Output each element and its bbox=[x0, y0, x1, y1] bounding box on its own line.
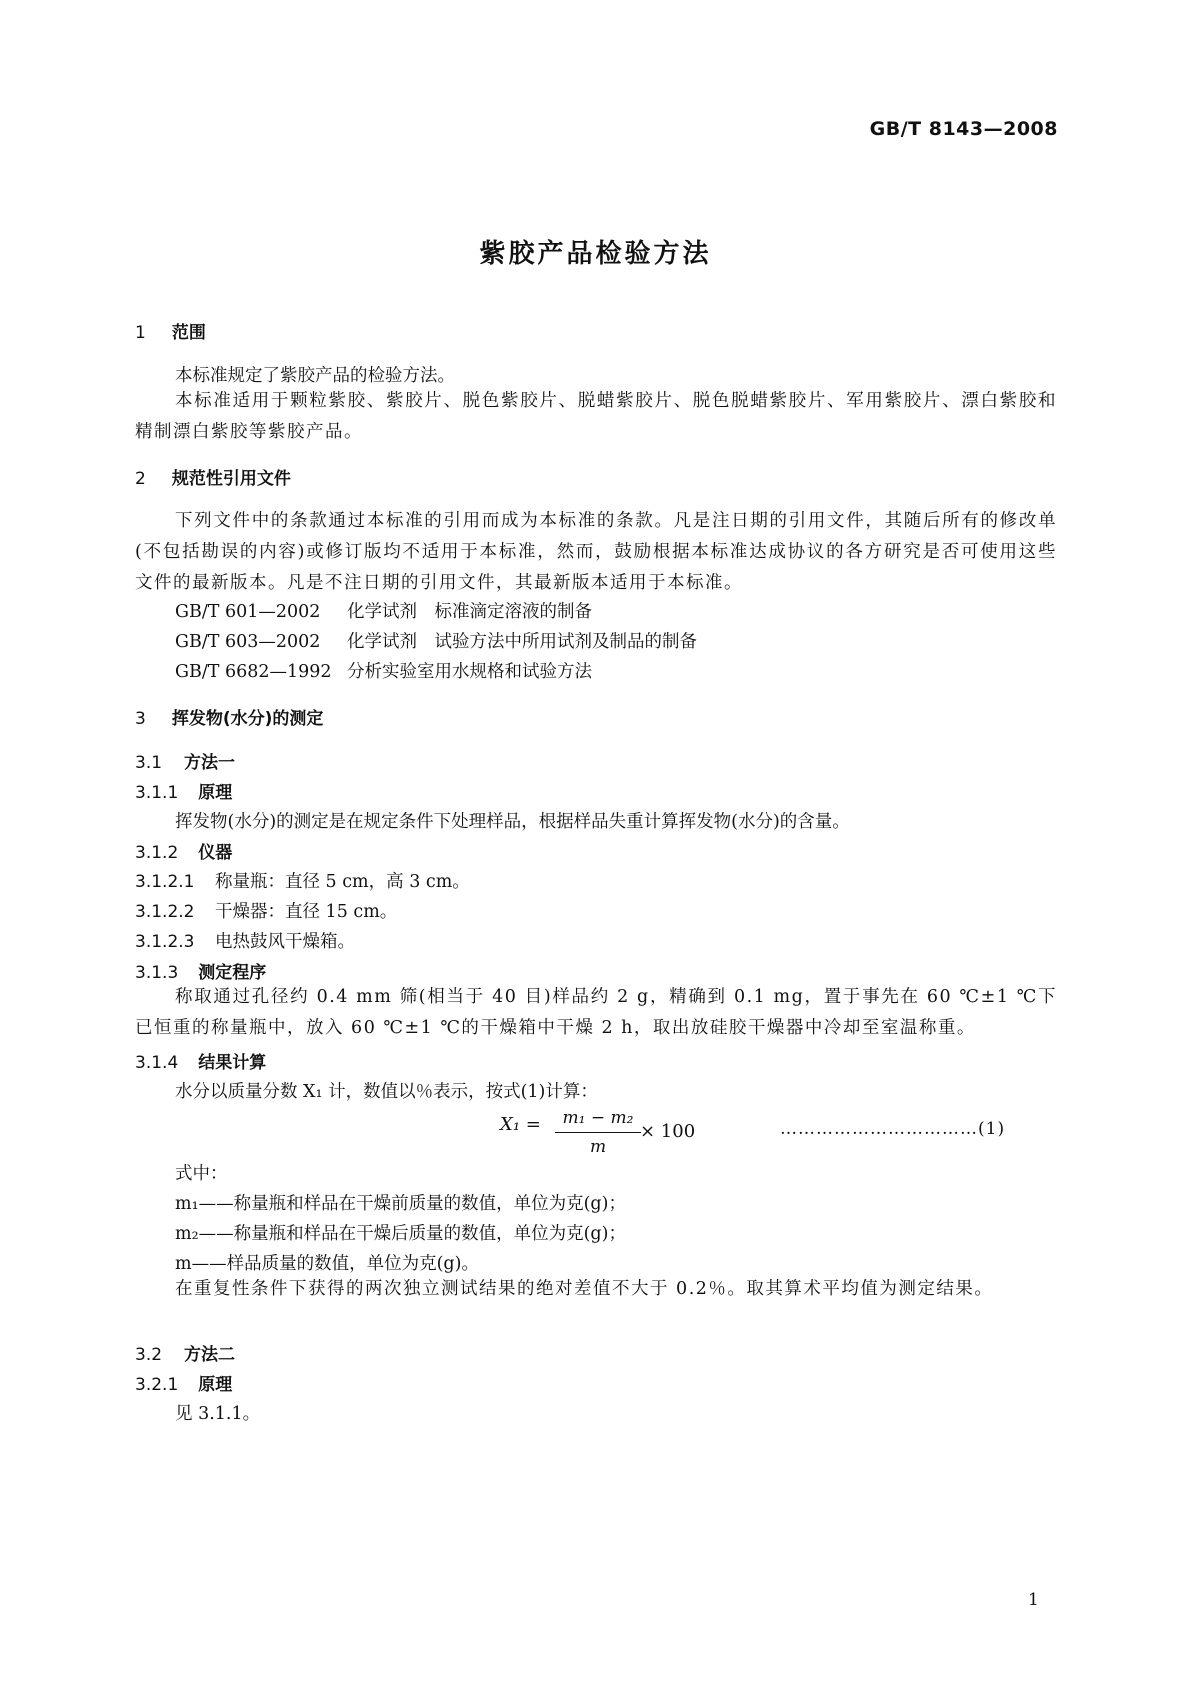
section-2-heading: 2 规范性引用文件 bbox=[135, 469, 291, 489]
result-intro: 水分以质量分数 X₁ 计，数值以％表示，按式(1)计算： bbox=[175, 1082, 598, 1102]
instrument-item: 3.1.2.1 称量瓶：直径 5 cm，高 3 cm。 bbox=[135, 872, 470, 892]
standard-number: GB/T 8143—2008 bbox=[869, 118, 1058, 140]
section-2-paragraph: 下列文件中的条款通过本标准的引用而成为本标准的条款。凡是注日期的引用文件，其随后所有的修改单(不包括勘误的内容)或修订版均不适用于本标准，然而，鼓励根据本标准达成协议的各方研究是否可使用这些文件的最新版本。凡是不注日期的引用文件，其最新版本适用于本标准。 bbox=[135, 511, 1057, 593]
page-title: 紫胶产品检验方法 bbox=[479, 239, 712, 269]
variable-definition: m——样品质量的数值，单位为克(g)。 bbox=[175, 1254, 479, 1274]
instrument-item: 3.1.2.3 电热鼓风干燥箱。 bbox=[135, 932, 355, 952]
section-3-heading: 3 挥发物(水分)的测定 bbox=[135, 709, 324, 729]
reference-item: GB/T 603—2002 化学试剂 试验方法中所用试剂及制品的制备 bbox=[175, 632, 697, 652]
where-label: 式中： bbox=[175, 1164, 228, 1184]
instrument-item: 3.1.2.2 干燥器：直径 15 cm。 bbox=[135, 902, 398, 922]
section-3-1-heading: 3.1 方法一 bbox=[135, 753, 236, 773]
repeatability-text: 在重复性条件下获得的两次独立测试结果的绝对差值不大于 0.2％。取其算术平均值为测定结果。 bbox=[175, 1279, 994, 1299]
section-3-2-1-heading: 3.2.1 原理 bbox=[135, 1375, 233, 1395]
formula-multiplier: × 100 bbox=[640, 1121, 696, 1142]
section-3-1-2-heading: 3.1.2 仪器 bbox=[135, 843, 233, 863]
formula-denominator: m bbox=[589, 1137, 607, 1157]
section-3-2-1-text: 见 3.1.1。 bbox=[175, 1404, 261, 1424]
variable-definition: m₁——称量瓶和样品在干燥前质量的数值，单位为克(g)； bbox=[175, 1194, 626, 1214]
page-number: 1 bbox=[1028, 1590, 1039, 1610]
formula-lhs: X₁ = bbox=[500, 1114, 541, 1135]
section-1-paragraph-2: 本标准适用于颗粒紫胶、紫胶片、脱色紫胶片、脱蜡紫胶片、脱色脱蜡紫胶片、军用紫胶片、漂白紫胶和精制漂白紫胶等紫胶产品。 bbox=[135, 391, 1057, 442]
formula-fraction bbox=[555, 1108, 641, 1157]
section-3-1-1-text: 挥发物(水分)的测定是在规定条件下处理样品，根据样品失重计算挥发物(水分)的含量。 bbox=[175, 812, 850, 832]
formula-numerator: m₁ − m₂ bbox=[562, 1108, 634, 1128]
variable-definition: m₂——称量瓶和样品在干燥后质量的数值，单位为克(g)； bbox=[175, 1224, 626, 1244]
fraction-bar bbox=[555, 1132, 641, 1133]
reference-item: GB/T 601—2002 化学试剂 标准滴定溶液的制备 bbox=[175, 602, 592, 622]
section-1-heading: 1 范围 bbox=[135, 323, 206, 343]
section-3-1-3-heading: 3.1.3 测定程序 bbox=[135, 963, 267, 983]
section-1-paragraph-1: 本标准规定了紫胶产品的检验方法。 bbox=[175, 366, 455, 386]
section-3-2-heading: 3.2 方法二 bbox=[135, 1345, 236, 1365]
equation-number: ……………………………(1) bbox=[780, 1119, 1006, 1139]
section-3-1-3-text: 称取通过孔径约 0.4 mm 筛(相当于 40 目)样品约 2 g，精确到 0.1 mg，置于事先在 60 ℃±1 ℃下已恒重的称量瓶中，放入 60 ℃±1 ℃的干燥箱中干燥 2 h，取出放硅胶干燥器中冷却至室温称重。 bbox=[135, 987, 1058, 1038]
reference-item: GB/T 6682—1992 分析实验室用水规格和试验方法 bbox=[175, 662, 592, 682]
section-3-1-1-heading: 3.1.1 原理 bbox=[135, 783, 233, 803]
section-3-1-4-heading: 3.1.4 结果计算 bbox=[135, 1053, 267, 1073]
